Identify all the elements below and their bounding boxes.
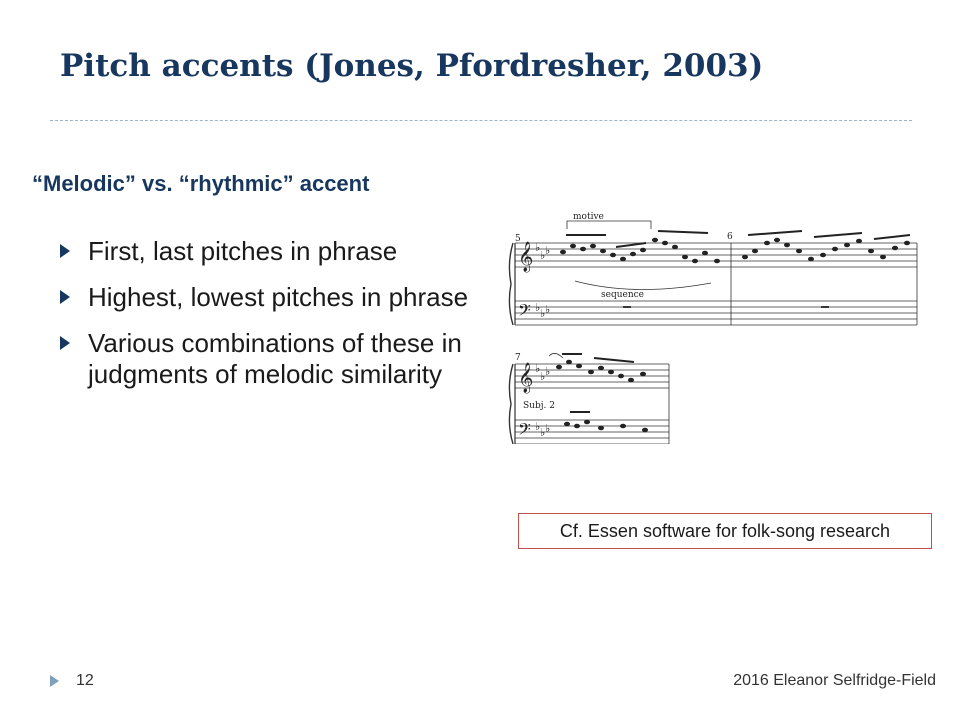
callout-box — [518, 513, 932, 549]
subheading: “Melodic” vs. “rhythmic” accent — [32, 171, 370, 196]
score-notes — [560, 238, 910, 264]
score-excerpt-measures-5-6 — [505, 207, 921, 329]
bullet-item — [58, 236, 478, 267]
bullet-text: First, last pitches in phrase — [88, 236, 398, 266]
bass-clef-icon: 𝄢 — [518, 419, 531, 443]
svg-text:♭: ♭ — [535, 420, 541, 433]
svg-text:♭: ♭ — [545, 365, 551, 378]
svg-text:♭: ♭ — [535, 301, 541, 314]
bullet-text: Various combinations of these in judgments of melodic similarity — [88, 328, 462, 389]
measure-number: 6 — [727, 232, 733, 242]
svg-text:♭: ♭ — [545, 303, 551, 316]
bullet-item — [58, 328, 478, 390]
title-divider — [50, 120, 912, 121]
bullet-text: Highest, lowest pitches in phrase — [88, 282, 469, 312]
footer-credit: 2016 Eleanor Selfridge-Field — [733, 672, 936, 689]
svg-text:♭: ♭ — [535, 362, 541, 375]
bullet-triangle-icon — [60, 336, 70, 350]
score-excerpt-measure-7 — [505, 346, 673, 444]
callout-text: Cf. Essen software for folk-song research — [559, 520, 891, 541]
footer-triangle-icon — [50, 675, 59, 687]
svg-text:♭: ♭ — [545, 422, 551, 435]
key-signature-flats-icon — [535, 241, 550, 320]
score-beams — [562, 354, 634, 412]
svg-text:♭: ♭ — [545, 244, 551, 257]
measure-number: 7 — [515, 353, 521, 363]
svg-text:♭: ♭ — [540, 426, 546, 439]
page-number: 12 — [76, 672, 94, 689]
svg-text:♭: ♭ — [540, 370, 546, 383]
bullet-triangle-icon — [60, 290, 70, 304]
bass-clef-icon: 𝄢 — [518, 300, 531, 324]
subject-label: Subj. 2 — [523, 401, 555, 411]
slide-title: Pitch accents (Jones, Pfordresher, 2003) — [60, 48, 764, 84]
treble-clef-icon: 𝄞 — [518, 242, 534, 272]
svg-text:♭: ♭ — [540, 307, 546, 320]
sequence-label: sequence — [601, 290, 644, 300]
measure-number: 5 — [515, 234, 521, 244]
motive-label: motive — [573, 212, 604, 222]
bullet-triangle-icon — [60, 244, 70, 258]
score-notes — [556, 360, 648, 433]
bullet-list — [58, 236, 478, 405]
bullet-item — [58, 282, 478, 313]
svg-text:♭: ♭ — [540, 249, 546, 262]
treble-clef-icon: 𝄞 — [518, 363, 534, 393]
svg-text:♭: ♭ — [535, 241, 541, 254]
